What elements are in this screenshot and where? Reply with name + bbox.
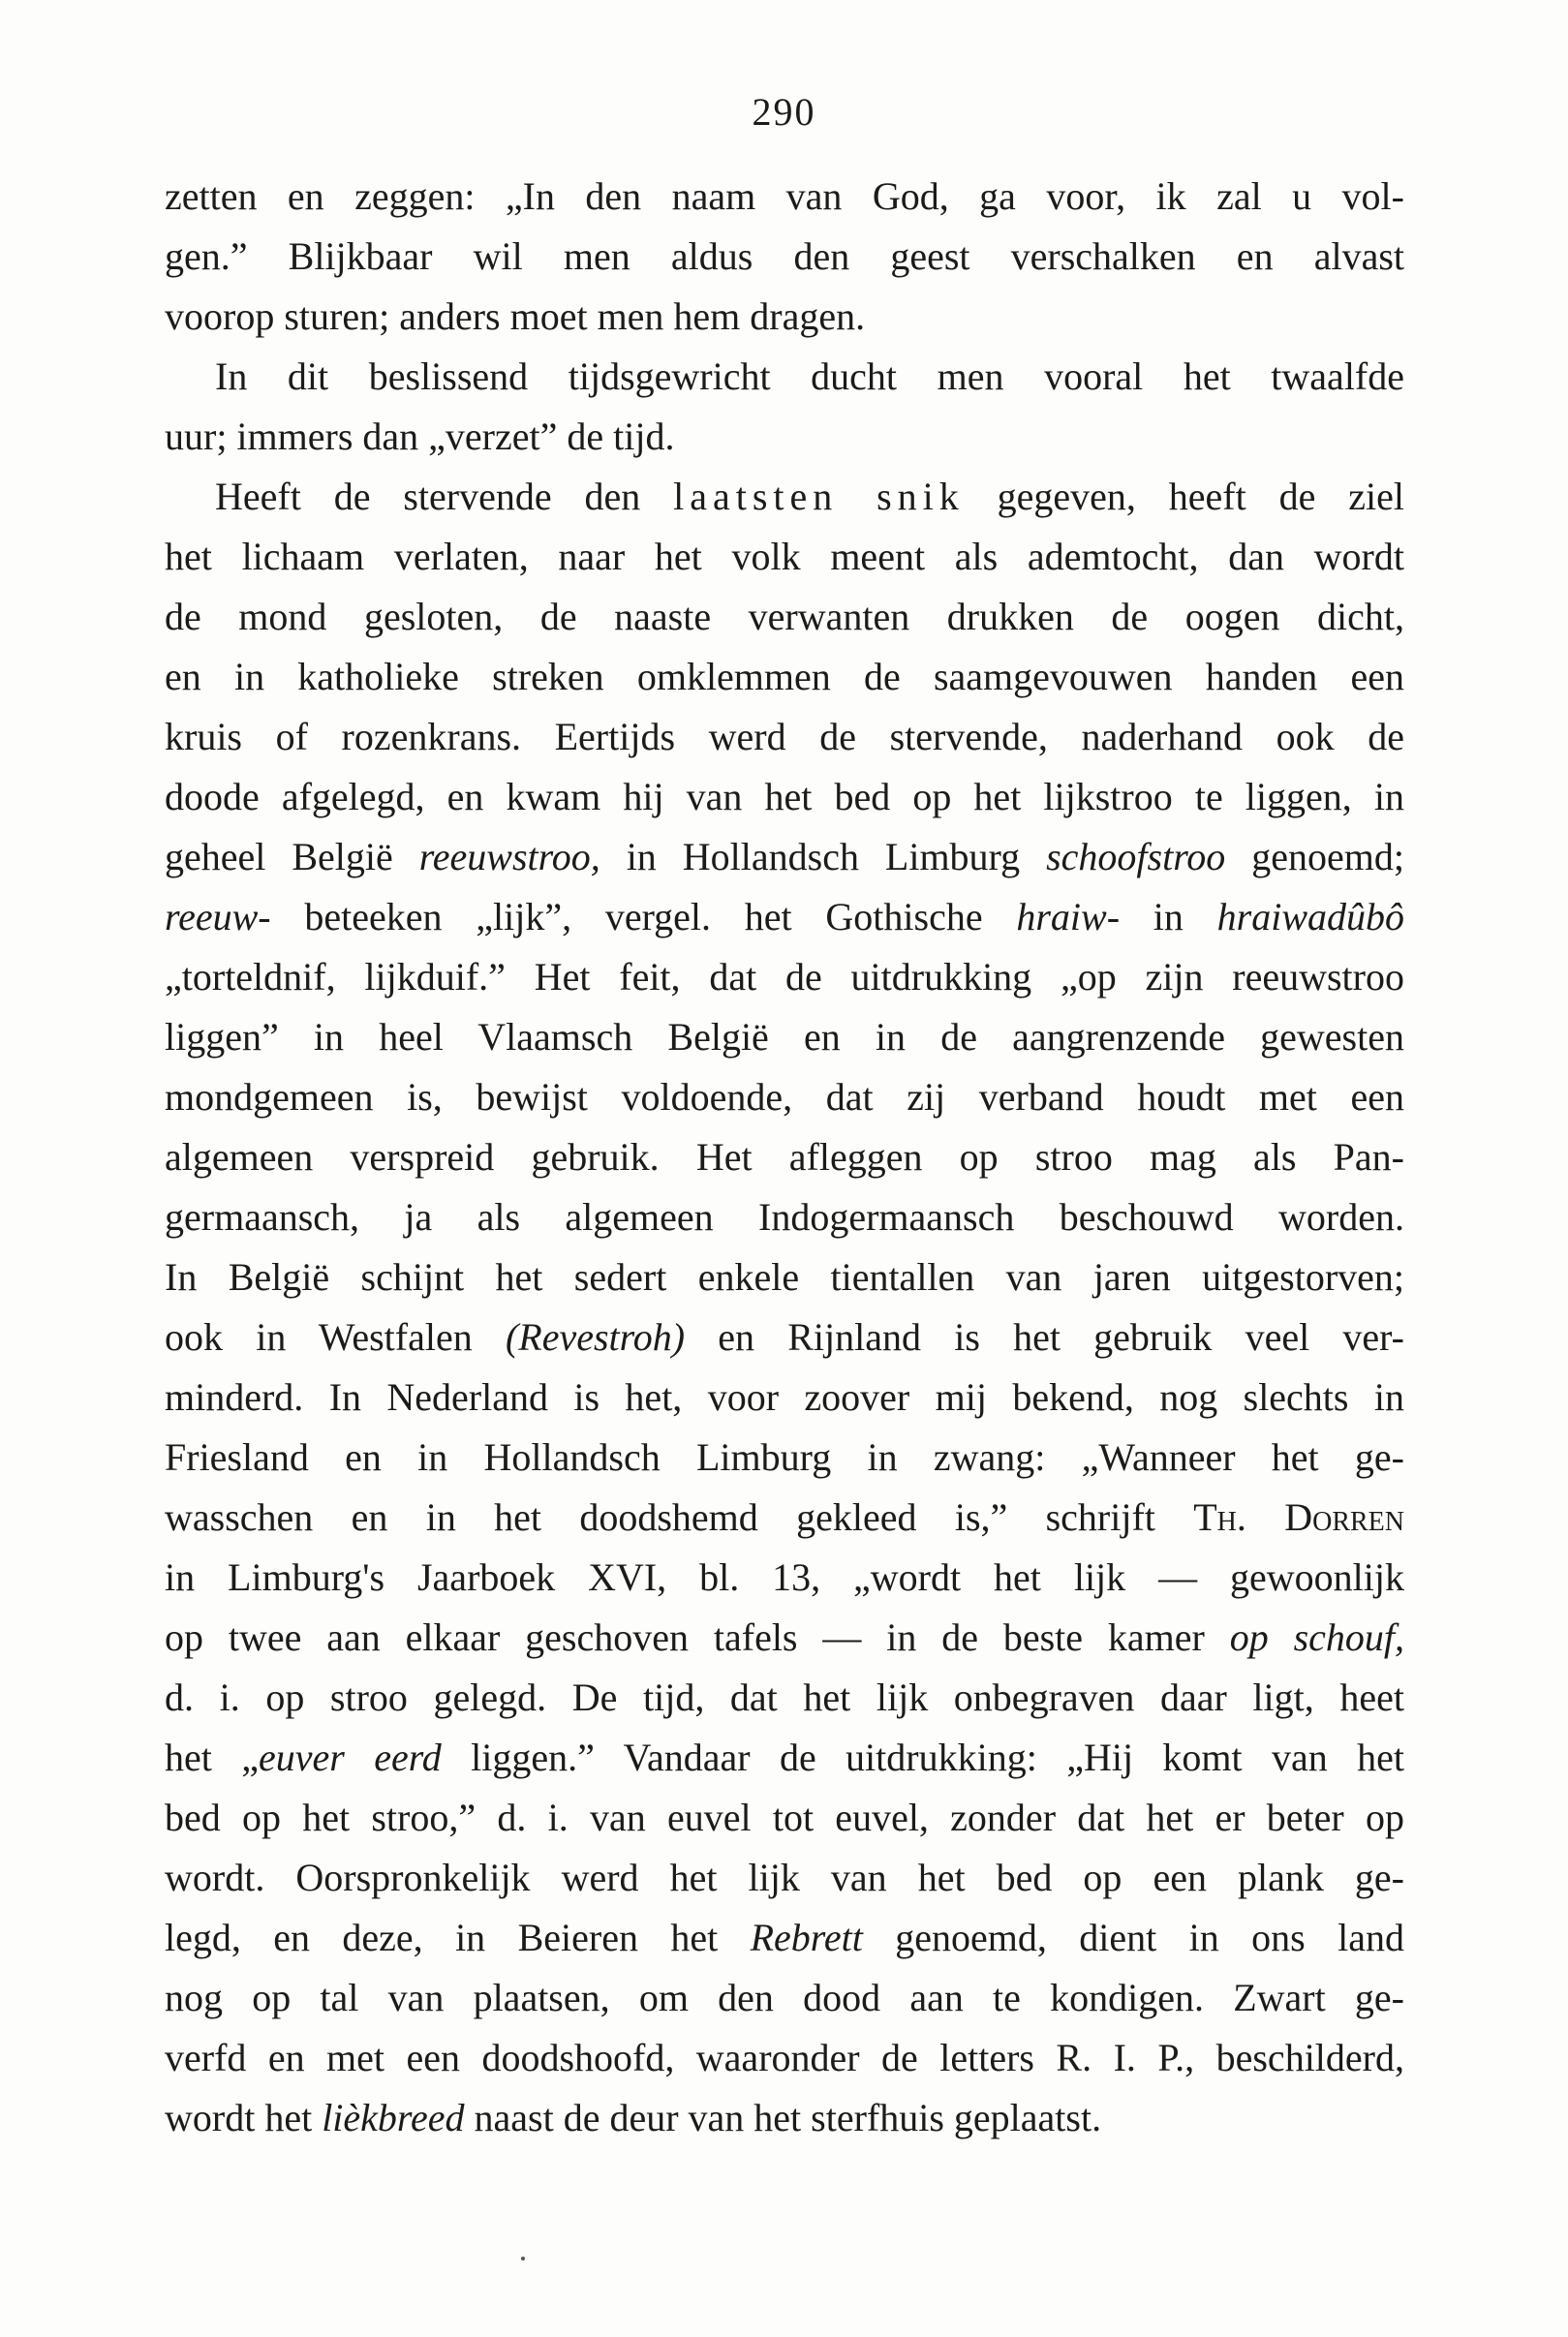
text-span: liggen.” Vandaar de uitdrukking: „Hij komt van het [441,1736,1405,1779]
text-span: naast de deur van het sterfhuis geplaatst. [464,2096,1102,2139]
text-line [165,2028,1404,2088]
text-span: het „ [165,1736,259,1779]
italic-term: schoofstroo [1046,835,1226,878]
text-span: germaansch, ja als algemeen Indogermaansch beschouwd worden. [165,1195,1404,1239]
text-span: gegeven, heeft de ziel [964,475,1404,518]
text-span: de mond gesloten, de naaste verwanten drukken de oogen dicht, [165,595,1404,638]
text-span: d. i. op stroo gelegd. De tijd, dat het lijk onbegraven daar ligt, heet [165,1676,1404,1719]
text-line [165,647,1404,707]
text-span: en Rijnland is het gebruik veel ver- [685,1315,1404,1359]
text-span: wordt. Oorspronkelijk werd het lijk van het bed op een plank ge- [165,1856,1404,1899]
text-line [165,2088,1404,2148]
page-number: 290 [752,90,816,134]
italic-term: lièkbreed [322,2096,465,2139]
text-span: beteeken „lijk”, vergel. het Gothische [270,895,1017,938]
text-span: ook in Westfalen [165,1315,506,1359]
text-span: uur; immers dan „verzet” de tijd. [165,415,675,458]
text-span: algemeen verspreid gebruik. Het afleggen op stroo mag als Pan- [165,1135,1404,1179]
text-span: In België schijnt het sedert enkele tientallen van jaren uitgestorven; [165,1255,1404,1299]
text-line [165,467,1404,527]
text-span: In dit beslissend tijdsgewricht ducht men vooral het twaalfde [215,354,1404,398]
text-span: nog op tal van plaatsen, om den dood aan te kondigen. Zwart ge- [165,1976,1404,2019]
italic-term: (Revestroh) [505,1315,686,1359]
text-line [165,1968,1404,2028]
text-line [165,1668,1404,1728]
text-line [165,1007,1404,1067]
text-line [165,1307,1404,1368]
text-span: gen.” Blijkbaar wil men aldus den geest verschalken en alvast [165,234,1404,278]
text-line [165,1247,1404,1307]
text-line [165,1127,1404,1187]
text-span: geheel België [165,835,419,878]
text-span: en in katholieke streken omklemmen de saamgevouwen handen een [165,655,1404,698]
text-span: mondgemeen is, bewijst voldoende, dat zij verband houdt met een [165,1075,1404,1119]
text-line [165,767,1404,827]
text-line [165,1428,1404,1488]
text-span: legd, en deze, in Beieren het [165,1916,751,1959]
text-span: minderd. In Nederland is het, voor zoover mij bekend, nog slechts in [165,1375,1404,1419]
text-line [165,1728,1404,1788]
text-span: in Hollandsch Limburg [600,835,1047,878]
italic-term: reeuwstroo, [418,835,600,878]
text-span: kruis of rozenkrans. Eertijds werd de stervende, naderhand ook de [165,715,1404,758]
text-span: doode afgelegd, en kwam hij van het bed op het lijkstroo te liggen, in [165,775,1404,818]
text-span: voorop sturen; anders moet men hem dragen. [165,294,866,338]
text-line [165,407,1404,467]
text-span: Heeft de stervende den [215,475,674,518]
text-span: op twee aan elkaar geschoven tafels — in de beste kamer [165,1615,1230,1659]
text-span: wordt het [165,2096,323,2139]
italic-term: op schouf, [1229,1615,1405,1659]
print-speck [521,2257,525,2260]
text-span: in Limburg's Jaarboek XVI, bl. 13, „wordt het lijk — gewoonlijk [165,1555,1404,1599]
text-span: „torteldnif, lijkduif.” Het feit, dat de uitdrukking „op zijn reeuwstroo [165,955,1404,999]
text-line [165,827,1404,887]
spaced-emphasis: laatsten snik [673,475,965,518]
italic-term: hraiwadûbô [1216,895,1404,938]
text-span: bed op het stroo,” d. i. van euvel tot euvel, zonder dat het er beter op [165,1796,1404,1839]
italic-term: reeuw- [165,895,271,938]
text-span: het lichaam verlaten, naar het volk meent als ademtocht, dan wordt [165,535,1404,578]
text-line [165,707,1404,767]
text-line [165,1488,1404,1548]
text-line [165,1067,1404,1127]
text-line [165,1788,1404,1848]
text-span: genoemd, dient in ons land [862,1916,1404,1959]
text-line [165,887,1404,947]
author-name: Th. Dorren [1193,1495,1405,1539]
text-line [165,1548,1404,1608]
italic-term: Rebrett [750,1916,863,1959]
text-line [165,1368,1404,1428]
text-line [165,1848,1404,1908]
text-line [165,947,1404,1007]
text-span: verfd en met een doodshoofd, waaronder de letters R. I. P., beschilderd, [165,2036,1404,2079]
text-line [165,527,1404,587]
text-line [165,1608,1404,1668]
text-span: in [1120,895,1217,938]
italic-term: hraiw- [1016,895,1121,938]
text-line [165,1187,1404,1247]
text-line [165,1908,1404,1968]
text-span: liggen” in heel Vlaamsch België en in de aangrenzende gewesten [165,1015,1404,1059]
text-span: Friesland en in Hollandsch Limburg in zwang: „Wanneer het ge- [165,1435,1404,1479]
text-line [165,167,1404,227]
text-span: genoemd; [1225,835,1404,878]
text-span: wasschen en in het doodshemd gekleed is,” schrijft [165,1495,1194,1539]
text-line [165,227,1404,287]
italic-term: euver eerd [259,1736,442,1779]
text-span: zetten en zeggen: „In den naam van God, ga voor, ik zal u vol- [165,174,1404,218]
text-line [165,347,1404,407]
text-line [165,287,1404,347]
body-text [165,167,1404,2148]
text-line [165,587,1404,647]
